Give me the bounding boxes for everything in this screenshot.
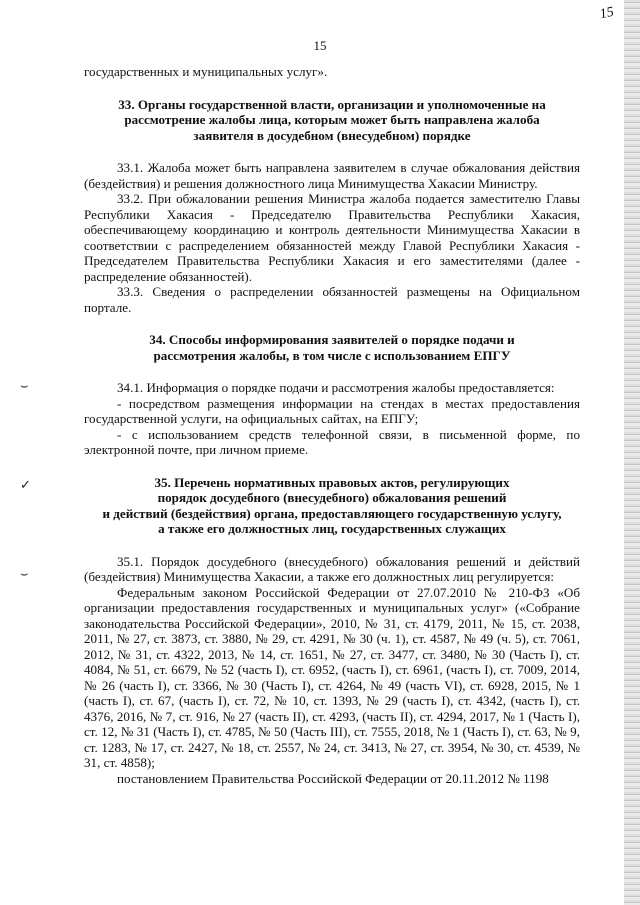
list-item-stands: - посредством размещения информации на стендах в местах предоставления государственной услуги, на официальных сайтах, на ЕПГУ; [84, 395, 580, 426]
margin-check-mark: ✓ [20, 477, 31, 492]
paragraph-34-1: 34.1. Информация о порядке подачи и рассмотрения жалобы предоставляется: [117, 380, 555, 395]
margin-tick-mark: ⌣ [20, 378, 29, 393]
section-heading-line: порядок досудебного (внесудебного) обжалования решений [157, 490, 507, 505]
section-35 [84, 475, 580, 787]
scan-edge-texture [624, 0, 640, 905]
government-decree-citation: постановлением Правительства Российской Федерации от 20.11.2012 № 1198 [117, 770, 549, 786]
section-heading-line: а также его должностных лиц, государственных служащих [158, 521, 506, 536]
section-heading-line: 35. Перечень нормативных правовых актов, регулирующих [154, 474, 510, 490]
section-heading-line: и действий (бездействия) органа, предоставляющего государственную услугу, [102, 505, 562, 521]
paragraph-33-1: 33.1. Жалоба может быть направлена заявителем в случае обжалования действия (бездействия) и решения должностного лица Минимущества Хакасии Министру. [84, 160, 580, 191]
margin-tick-mark: ⌣ [20, 566, 29, 581]
section-heading-line: рассмотрение жалобы лица, которым может быть направлена жалоба [124, 112, 540, 127]
paragraph-33-2: 33.2. При обжаловании решения Министра жалоба подается заместителю Главы Республики Хакасия - Председателю Правительства Республики Хакасия, обеспечивающему координацию и контроль деятельности Минимущества Хакасии в соответствии с распределением обязанностей между Главой Республики Хакасия - Председателем Правительства Республики Хакасия и его заместителями (далее - распределение обязанностей). [84, 191, 580, 284]
section-34 [84, 332, 580, 458]
page-number: 15 [313, 38, 327, 53]
document-body [84, 64, 580, 786]
handwritten-page-mark: 15 [598, 4, 616, 23]
section-heading-line: заявителя в досудебном (внесудебном) порядке [193, 127, 471, 143]
section-heading-line: 33. Органы государственной власти, организации и уполномоченные на [118, 96, 546, 112]
section-33 [84, 97, 580, 316]
paragraph-35-1: 35.1. Порядок досудебного (внесудебного) обжалования решений и действий (бездействия) Минимущества Хакасии, а также его должностных лиц регулируется: [84, 553, 580, 584]
section-heading-line: рассмотрения жалобы, в том числе с использованием ЕПГУ [153, 347, 511, 363]
lead-text: государственных и муниципальных услуг». [84, 64, 328, 79]
paragraph-33-3: 33.3. Сведения о распределении обязанностей размещены на Официальном портале. [84, 284, 580, 315]
federal-law-citation: Федеральным законом Российской Федерации от 27.07.2010 № 210-ФЗ «Об организации предоставления государственных и муниципальных услуг» («Собрание законодательства Российской Федерации», 2010, № 31, ст. 4179, 2011, № 15, ст. 2038, 2011, № 27, ст. 3873, ст. 3880, № 29, ст. 4291, № 30 (ч. 1), ст. 4587, № 49 (ч. 5), ст. 7061, 2012, № 31, ст. 4322, 2013, № 14, ст. 1651, № 27, ст. 3477, ст. 3480, № 30 (Часть I), ст. 4084, № 51, ст. 6679, № 52 (часть I), ст. 6952, (часть I), ст. 6961, (часть I), ст. 7009, 2014, № 26 (часть I), ст. 3366, № 30 (Часть I), ст. 4264, № 49 (часть VI), ст. 6928, 2015, № 1 (часть I), ст. 67, (часть I), ст. 72, № 10, ст. 1393, № 29 (часть I), ст. 4342, (часть I), ст. 4376, 2016, № 7, ст. 916, № 27 (часть II), ст. 4293, (часть II), ст. 4294, 2017, № 1 (Часть I), ст. 12, № 31 (Часть I), ст. 4785, № 50 (Часть III), ст. 7555, 2018, № 1 (Часть I), ст. 63, № 9, ст. 1283, № 17, ст. 2427, № 18, ст. 2557, № 24, ст. 3413, № 27, ст. 3954, № 30, ст. 4539, № 31, ст. 4858); [84, 584, 580, 770]
list-item-phone-mail: - с использованием средств телефонной связи, в письменной форме, по электронной почте, при личном приеме. [84, 426, 580, 457]
section-heading-line: 34. Способы информирования заявителей о порядке подачи и [149, 332, 515, 347]
